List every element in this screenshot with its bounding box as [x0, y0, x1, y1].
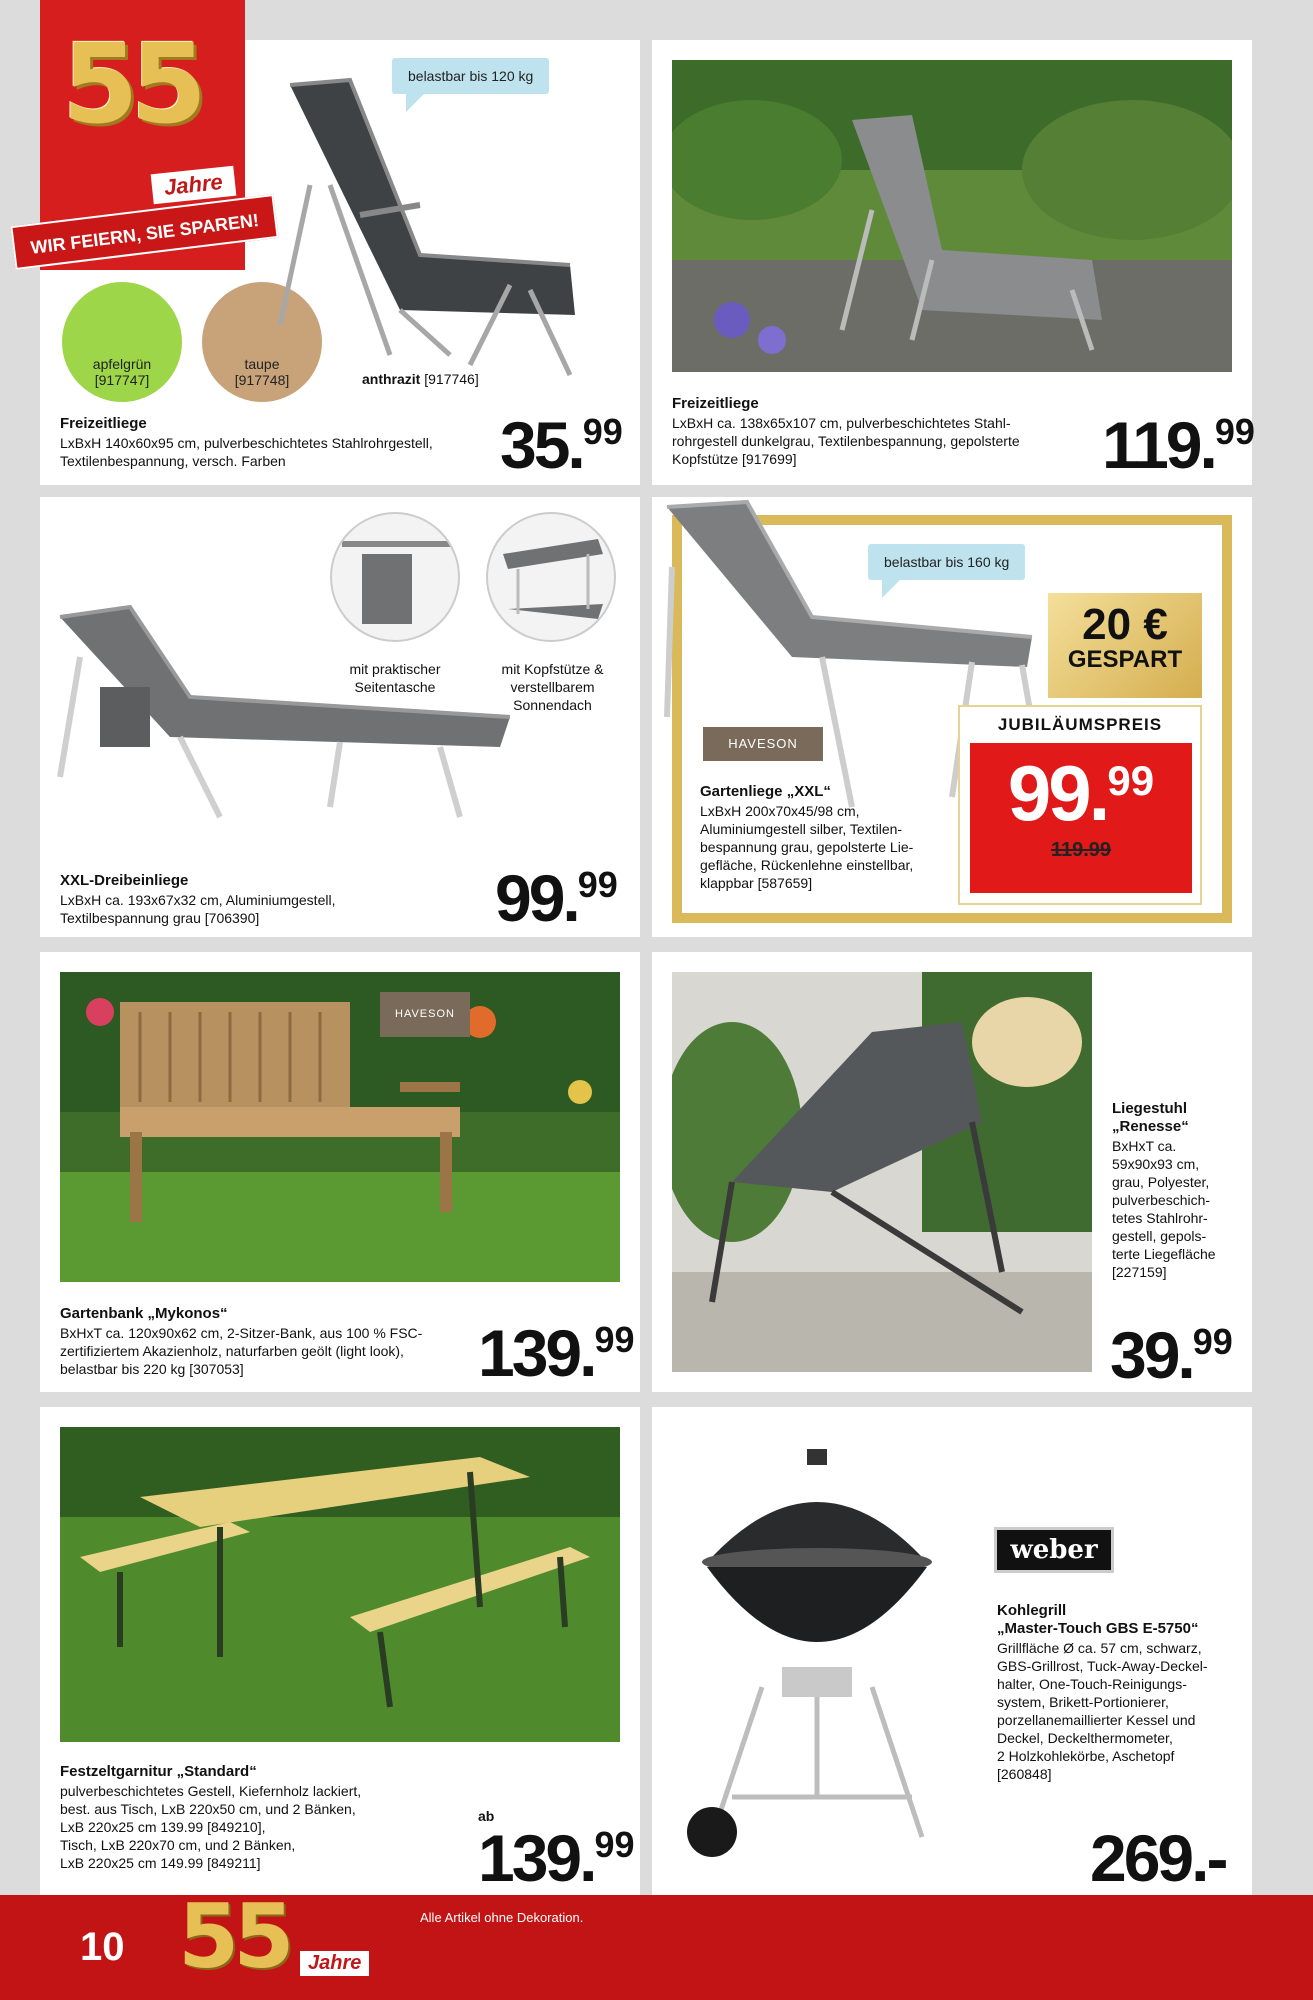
product-desc-line5: LxB 220x25 cm 149.99 [849211] — [60, 1855, 261, 1871]
product-title: Gartenliege „XXL“ — [700, 783, 831, 800]
product-desc-line1: LxBxH 200x70x45/98 cm, — [700, 803, 860, 819]
product-desc-line5: porzellanemaillierter Kessel und — [997, 1712, 1196, 1728]
product-title: Freizeitliege — [672, 395, 759, 412]
product-title-line1: Kohlegrill — [997, 1602, 1067, 1619]
product-card-xxl-dreibeinliege — [40, 497, 640, 937]
product-card-gartenbank-mykonos — [40, 952, 640, 1392]
product-title-line2: „Master-Touch GBS E-5750“ — [997, 1620, 1199, 1637]
detail-side-pocket-image — [330, 512, 460, 642]
product-desc-line8: [260848] — [997, 1766, 1052, 1782]
product-desc-line2: rohrgestell dunkelgrau, Textilenbespannung, gepolsterte — [672, 433, 1020, 449]
charcoal-grill-image — [672, 1437, 962, 1867]
product-price — [478, 1316, 635, 1390]
jubilee-price-panel — [970, 743, 1192, 893]
product-card-festzeltgarnitur — [40, 1407, 640, 1895]
product-desc-line1: pulverbeschichtetes Gestell, Kiefernholz lackiert, — [60, 1783, 362, 1799]
badge-jahre: Jahre — [151, 166, 236, 204]
note-sunshade: mit Kopfstütze & verstellbarem Sonnendach — [501, 661, 604, 713]
product-desc-line2: Textilbespannung grau [706390] — [60, 910, 260, 926]
slogan-banner: WIR FEIERN, SIE SPAREN! — [10, 194, 278, 270]
product-desc-line4: system, Brikett-Portionierer, — [997, 1694, 1169, 1710]
product-desc-line2: Textilenbespannung, versch. Farben — [60, 453, 286, 469]
price-cents: 99 — [1192, 1321, 1233, 1362]
product-desc-line1: Grillfläche Ø ca. 57 cm, schwarz, — [997, 1640, 1202, 1656]
price-main: 35. — [500, 408, 583, 482]
variant-label — [362, 370, 479, 388]
beer-table-set-photo — [60, 1427, 620, 1742]
product-desc-line3: belastbar bis 220 kg [307053] — [60, 1361, 244, 1377]
product-price — [500, 408, 623, 482]
product-desc-line3: Kopfstütze [917699] — [672, 451, 797, 467]
product-title: Freizeitliege — [60, 415, 147, 432]
product-desc-line4: gefläche, Rückenlehne einstellbar, — [700, 857, 914, 873]
price-cents: 99 — [594, 1319, 635, 1360]
footer-disclaimer: Alle Artikel ohne Dekoration. — [420, 1910, 584, 1925]
haveson-logo: HAVESON — [703, 727, 823, 761]
product-desc-line5: tetes Stahlrohr- — [1112, 1210, 1208, 1226]
product-desc-line8: [227159] — [1112, 1264, 1167, 1280]
price-cents: 99 — [1214, 411, 1255, 452]
variant-name: anthrazit — [362, 371, 421, 387]
swatch-name: apfelgrün — [92, 356, 152, 372]
variant-code: [917746] — [424, 371, 479, 387]
lounger-anthrazit-image — [270, 55, 580, 385]
savings-amount: 20 € — [1082, 600, 1168, 649]
footer-anniversary-number: 55 — [178, 1885, 289, 1988]
price-cents: 99 — [1107, 757, 1155, 804]
product-price — [495, 861, 618, 935]
product-title-line2: „Renesse“ — [1112, 1118, 1189, 1135]
product-desc-line4: Tisch, LxB 220x70 cm, und 2 Bänken, — [60, 1837, 296, 1853]
price-cents: 99 — [582, 411, 623, 452]
price-prefix: ab — [478, 1808, 495, 1824]
product-desc-line1: LxBxH ca. 193x67x32 cm, Aluminiumgestell, — [60, 892, 336, 908]
badge-number: 55 — [62, 20, 200, 148]
haveson-logo: HAVESON — [380, 992, 470, 1037]
garden-bench-photo — [60, 972, 620, 1282]
product-title: XXL-Dreibeinliege — [60, 872, 189, 889]
product-desc-line1: LxBxH 140x60x95 cm, pulverbeschichtetes Stahlrohrgestell, — [60, 435, 433, 451]
product-desc-line6: Deckel, Deckelthermometer, — [997, 1730, 1173, 1746]
page-footer — [0, 1885, 1313, 2000]
swatch-code: [917748] — [234, 372, 290, 388]
product-desc-line3: bespannung grau, gepolsterte Lie- — [700, 839, 914, 855]
product-desc-line3: LxB 220x25 cm 139.99 [849210], — [60, 1819, 266, 1835]
product-price — [1110, 1318, 1233, 1392]
product-desc-line1: LxBxH ca. 138x65x107 cm, pulverbeschichtetes Stahl- — [672, 415, 1011, 431]
price-main: 99. — [1007, 749, 1108, 837]
page-number: 10 — [80, 1925, 125, 1969]
jubilee-label: JUBILÄUMSPREIS — [997, 715, 1163, 734]
footer-jahre: Jahre — [300, 1951, 369, 1976]
price-main: 99. — [495, 861, 578, 935]
product-card-freizeitliege-2 — [652, 40, 1255, 485]
load-capacity-bubble: belastbar bis 120 kg — [392, 58, 549, 94]
price-main: 139. — [478, 1316, 595, 1390]
savings-label: GESPART — [1067, 646, 1183, 673]
product-desc-line2: Aluminiumgestell silber, Textilen- — [700, 821, 903, 837]
product-desc-line2: best. aus Tisch, LxB 220x50 cm, und 2 Bänken, — [60, 1801, 356, 1817]
price-main: 139. — [478, 1821, 595, 1895]
product-desc-line3: halter, One-Touch-Reinigungs- — [997, 1676, 1187, 1692]
product-desc-line3: grau, Polyester, — [1112, 1174, 1210, 1190]
price-cents: 99 — [594, 1824, 635, 1865]
product-desc-line2: GBS-Grillrost, Tuck-Away-Deckel- — [997, 1658, 1208, 1674]
jubilee-price — [970, 743, 1192, 843]
price-main: 269.- — [1090, 1821, 1226, 1895]
three-leg-lounger-image — [40, 597, 520, 827]
product-desc-line2: zertifiziertem Akazienholz, naturfarben geölt (light look), — [60, 1343, 404, 1359]
product-desc-line4: pulverbeschich- — [1112, 1192, 1211, 1208]
product-price — [1090, 1821, 1226, 1895]
product-desc-line6: gestell, gepols- — [1112, 1228, 1207, 1244]
old-price: 119.99 — [1050, 839, 1112, 861]
product-title: Festzeltgarnitur „Standard“ — [60, 1763, 257, 1780]
product-desc-line5: klappbar [587659] — [700, 875, 813, 891]
product-price — [1102, 408, 1255, 482]
deck-chair-photo — [672, 972, 1092, 1372]
detail-sunshade-image — [486, 512, 616, 642]
price-cents: 99 — [577, 864, 618, 905]
load-capacity-bubble: belastbar bis 160 kg — [868, 544, 1025, 580]
product-title-line1: Liegestuhl — [1112, 1100, 1188, 1117]
product-card-weber-grill — [652, 1407, 1252, 1895]
note-side-pocket: mit praktischer Seitentasche — [349, 661, 441, 695]
product-desc-line1: BxHxT ca. 120x90x62 cm, 2-Sitzer-Bank, aus 100 % FSC- — [60, 1325, 423, 1341]
swatch-name: taupe — [244, 356, 280, 372]
weber-logo — [994, 1527, 1114, 1573]
product-card-liegestuhl-renesse — [652, 952, 1252, 1392]
price-main: 39. — [1110, 1318, 1193, 1392]
jubilee-price-box — [958, 705, 1202, 905]
product-desc-line1: BxHxT ca. — [1112, 1138, 1177, 1154]
swatch-code: [917747] — [94, 372, 150, 388]
color-swatch-apfelgruen[interactable] — [62, 282, 182, 402]
product-desc-line7: terte Liegefläche — [1112, 1246, 1216, 1262]
savings-badge — [1048, 593, 1202, 698]
product-price — [478, 1821, 635, 1895]
price-main: 119. — [1102, 408, 1215, 482]
product-desc-line2: 59x90x93 cm, — [1112, 1156, 1200, 1172]
product-desc-line7: 2 Holzkohlekörbe, Aschetopf — [997, 1748, 1175, 1764]
product-title: Gartenbank „Mykonos“ — [60, 1305, 228, 1322]
weber-logo-text: weber — [1010, 1535, 1098, 1565]
lounger-garden-photo — [672, 60, 1232, 372]
